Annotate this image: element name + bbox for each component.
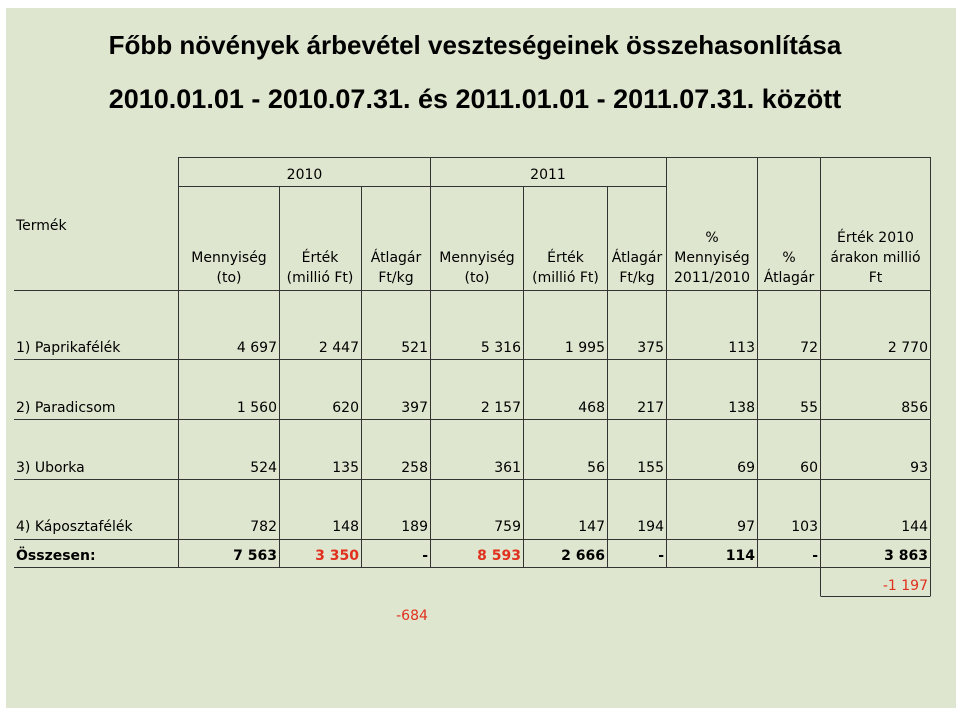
column-header-value-2011: Érték (millió Ft) <box>532 250 599 286</box>
table-cell: 93 <box>910 460 928 476</box>
product-column-header: Termék <box>16 218 67 234</box>
diff-value-right: -1 197 <box>882 578 928 594</box>
table-cell: 97 <box>737 519 755 535</box>
column-header-avgprice-2010: Átlagár Ft/kg <box>370 250 422 286</box>
table-cell: 856 <box>901 400 928 416</box>
table-cell: 55 <box>800 400 818 416</box>
table-cell: 217 <box>637 400 664 416</box>
column-header-quantity-2010: Mennyiség (to) <box>191 250 267 286</box>
total-cell: - <box>812 548 818 564</box>
table-cell: 521 <box>401 340 428 356</box>
total-cell: 114 <box>725 548 755 564</box>
table-cell: 103 <box>791 519 818 535</box>
table-cell: 155 <box>637 460 664 476</box>
table-cell: 138 <box>728 400 755 416</box>
table-cell: 361 <box>494 460 521 476</box>
table-cell: 782 <box>250 519 277 535</box>
table-cell: 759 <box>494 519 521 535</box>
total-cell: 8 593 <box>477 548 521 564</box>
table-cell: 4 697 <box>236 340 277 356</box>
total-cell: 2 666 <box>561 548 605 564</box>
year-header-2011: 2011 <box>530 167 566 183</box>
column-header-avgprice-ratio: % Átlagár <box>763 250 815 286</box>
table-cell: 1 995 <box>564 340 605 356</box>
table-row-product-name: 2) Paradicsom <box>16 400 116 416</box>
table-cell: 258 <box>401 460 428 476</box>
total-cell: - <box>422 548 428 564</box>
column-header-value-2010: Érték (millió Ft) <box>286 250 354 286</box>
total-row-label: Összesen: <box>16 548 96 564</box>
table-row-product-name: 1) Paprikafélék <box>16 340 121 356</box>
total-cell: 3 350 <box>315 548 359 564</box>
diff-value-left: -684 <box>396 608 428 624</box>
total-cell: 3 863 <box>884 548 928 564</box>
total-cell: 7 563 <box>233 548 277 564</box>
total-cell: - <box>658 548 664 564</box>
table-cell: 189 <box>401 519 428 535</box>
table-cell: 2 157 <box>480 400 521 416</box>
table-row-product-name: 4) Káposztafélék <box>16 519 133 535</box>
table-cell: 397 <box>401 400 428 416</box>
table-cell: 135 <box>332 460 359 476</box>
table-cell: 620 <box>332 400 359 416</box>
column-header-value-2010-prices: Érték 2010 árakon millió Ft <box>830 230 921 286</box>
table-cell: 375 <box>637 340 664 356</box>
column-header-quantity-2011: Mennyiség (to) <box>439 250 515 286</box>
table-cell: 468 <box>578 400 605 416</box>
table-cell: 1 560 <box>236 400 277 416</box>
column-header-avgprice-2011: Átlagár Ft/kg <box>611 250 663 286</box>
table-row-product-name: 3) Uborka <box>16 460 85 476</box>
table-cell: 2 447 <box>318 340 359 356</box>
table-cell: 2 770 <box>887 340 928 356</box>
table-cell: 144 <box>901 519 928 535</box>
table-cell: 147 <box>578 519 605 535</box>
table-cell: 113 <box>728 340 755 356</box>
table-cell: 148 <box>332 519 359 535</box>
table-cell: 72 <box>800 340 818 356</box>
table-cell: 69 <box>737 460 755 476</box>
year-header-2010: 2010 <box>286 167 323 183</box>
table-cell: 60 <box>800 460 818 476</box>
table-cell: 524 <box>250 460 277 476</box>
table-cell: 56 <box>587 460 605 476</box>
page-title: Főbb növények árbevétel veszteségeinek összehasonlítása <box>108 30 842 60</box>
column-header-quantity-ratio: % Mennyiség 2011/2010 <box>674 230 750 286</box>
page-subtitle: 2010.01.01 - 2010.07.31. és 2011.01.01 - 2011.07.31. között <box>108 84 842 114</box>
table-cell: 194 <box>637 519 664 535</box>
table-cell: 5 316 <box>480 340 521 356</box>
